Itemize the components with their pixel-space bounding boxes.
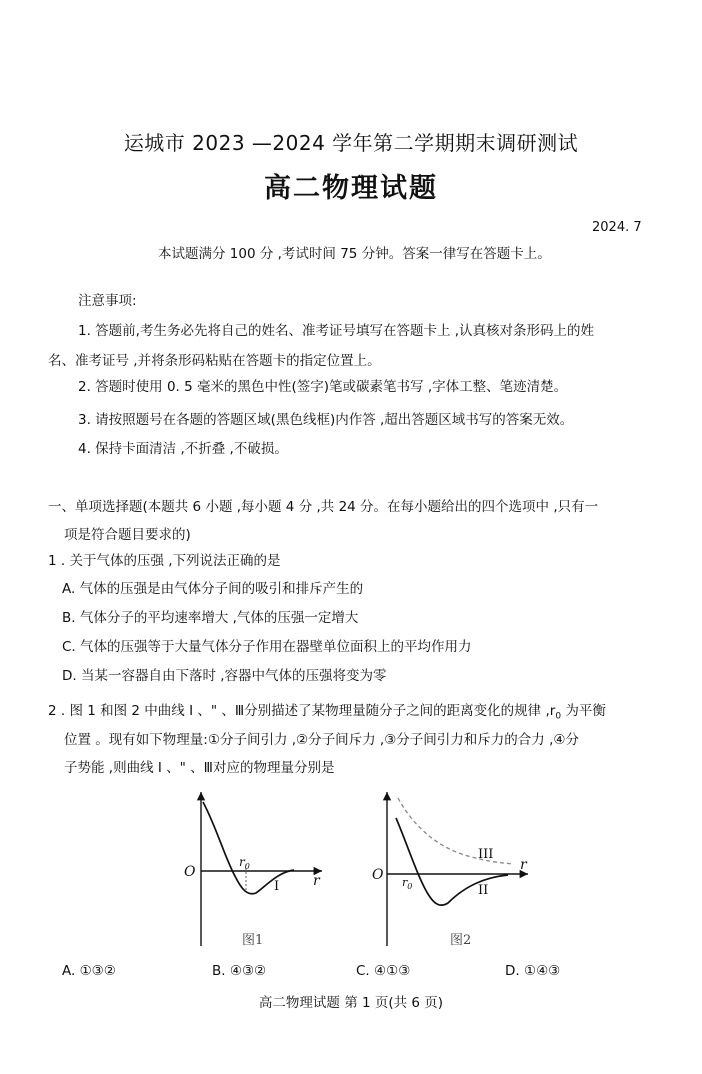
- figure-2-graph: [368, 786, 538, 956]
- fig1-caption: 图1: [242, 933, 264, 948]
- q2-option-a: A. ①③②: [62, 963, 116, 979]
- q2-option-d: D. ①④③: [505, 963, 561, 979]
- section1-heading-line1: 一、单项选择题(本题共 6 小题 ,每小题 4 分 ,共 24 分。在每小题给出的四个选项中 ,只有一: [48, 499, 599, 515]
- q2-option-b: B. ④③②: [212, 963, 267, 979]
- notice-heading: 注意事项:: [78, 293, 137, 309]
- figure-2: [368, 786, 538, 956]
- q2-stem-line3: 子势能 ,则曲线 Ⅰ 、" 、Ⅲ对应的物理量分别是: [64, 760, 335, 776]
- exam-title-line1: 运城市 2023 —2024 学年第二学期期末调研测试: [123, 131, 579, 155]
- section1-heading-line2: 项是符合题目要求的): [64, 527, 191, 543]
- notice-item-4: 4. 保持卡面清洁 ,不折叠 ,不破损。: [78, 441, 288, 457]
- q2-stem-line2: 位置 。现有如下物理量:①分子间引力 ,②分子间斥力 ,③分子间引力和斥力的合力 ,④分: [64, 732, 579, 748]
- q2-option-c: C. ④①③: [356, 963, 411, 979]
- notice-item-1-line1: 1. 答题前,考生务必先将自己的姓名、准考证号填写在答题卡上 ,认真核对条形码上的姓: [78, 323, 595, 339]
- fig1-r0-label: $r_0$: [239, 855, 250, 871]
- fig2-r0-label: $r_0$: [402, 876, 413, 891]
- page-footer: 高二物理试题 第 1 页(共 6 页): [258, 995, 444, 1011]
- exam-intro: 本试题满分 100 分 ,考试时间 75 分钟。答案一律写在答题卡上。: [158, 246, 551, 262]
- notice-item-3: 3. 请按照题号在各题的答题区域(黑色线框)内作答 ,超出答题区域书写的答案无效。: [78, 412, 574, 428]
- q1-stem: 1 . 关于气体的压强 ,下列说法正确的是: [48, 553, 281, 569]
- fig1-r-axis-label: r: [313, 873, 320, 889]
- fig2-curve-III: [398, 798, 514, 864]
- fig1-curve-I-label: I: [274, 879, 280, 894]
- q1-option-a: A. 气体的压强是由气体分子间的吸引和排斥产生的: [62, 581, 364, 597]
- q1-option-c: C. 气体的压强等于大量气体分子作用在器壁单位面积上的平均作用力: [62, 639, 472, 655]
- fig2-origin-label: O: [372, 867, 384, 883]
- q2-stem-line1: 2 . 图 1 和图 2 中曲线 Ⅰ 、" 、Ⅲ分别描述了某物理量随分子之间的距离变化的规律 $,r_0$ 为平衡: [48, 703, 606, 722]
- figure-1: [176, 786, 336, 956]
- notice-item-1-line2: 名、准考证号 ,并将条形码粘贴在答题卡的指定位置上。: [48, 353, 381, 369]
- exam-date: 2024. 7: [592, 220, 642, 235]
- fig1-curve-I: [203, 802, 294, 894]
- figure-1-graph: [176, 786, 336, 956]
- exam-title-subject: 高二物理试题: [264, 173, 438, 204]
- fig2-curve-II-label: II: [478, 883, 489, 898]
- fig1-origin-label: O: [184, 864, 196, 880]
- q1-option-b: B. 气体分子的平均速率增大 ,气体的压强一定增大: [62, 610, 359, 626]
- fig2-r-axis-label: r: [520, 857, 527, 873]
- q1-option-d: D. 当某一容器自由下落时 ,容器中气体的压强将变为零: [62, 668, 387, 684]
- fig2-curve-III-label: III: [478, 847, 494, 862]
- fig2-caption: 图2: [450, 933, 472, 948]
- notice-item-2: 2. 答题时使用 0. 5 毫米的黑色中性(签字)笔或碳素笔书写 ,字体工整、笔迹清楚。: [78, 379, 568, 395]
